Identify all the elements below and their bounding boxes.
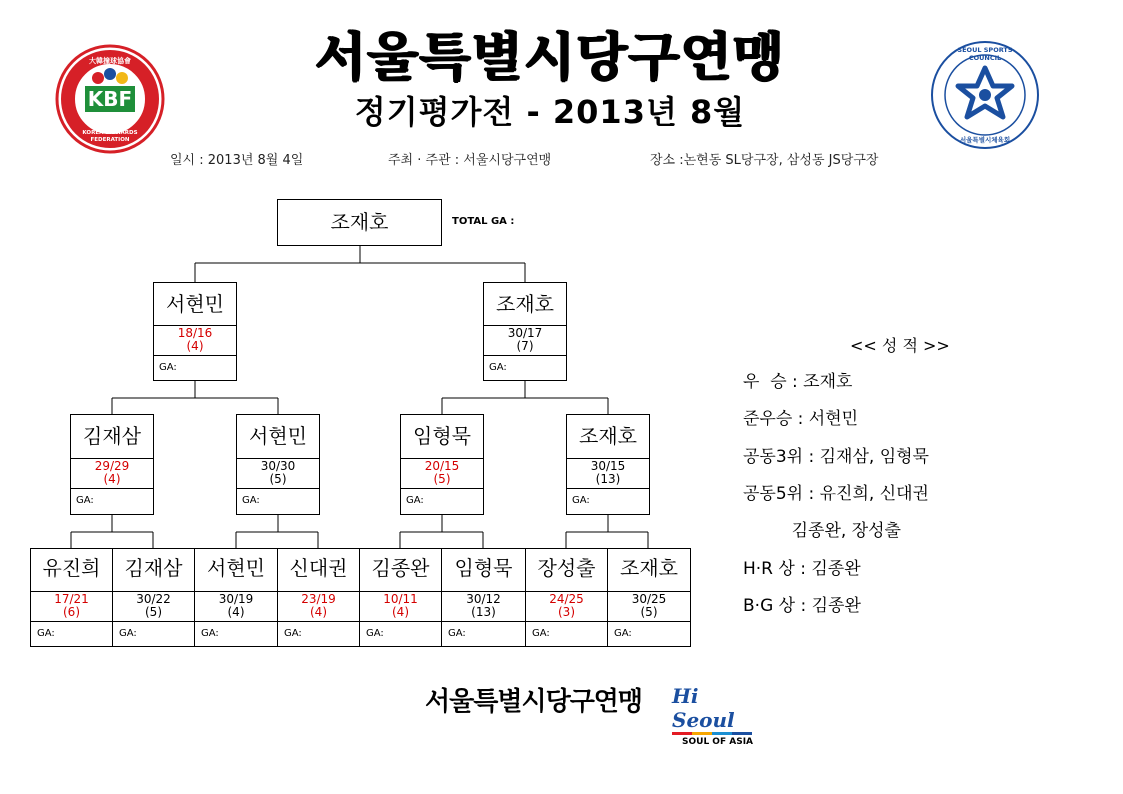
quarter-score-value: 20/15 (424, 459, 460, 473)
round1-innings: (4) (392, 605, 409, 619)
round1-ga-cell: GA: (607, 621, 691, 647)
round1-score-value: 10/11 (383, 592, 418, 606)
quarter-ga: GA: (70, 489, 154, 515)
round1-innings: (13) (471, 605, 496, 619)
round1-score-cell (112, 591, 195, 622)
round1-name-cell: 조재호 (607, 548, 691, 592)
quarter-score (566, 459, 650, 489)
event-venue: 장소 :논현동 SL당구장, 삼성동 JS당구장 (650, 153, 879, 168)
round1-score-value: 17/21 (54, 592, 89, 606)
round1-innings: (6) (63, 605, 80, 619)
semi-player-box (153, 282, 237, 326)
council-ring-bottom: 서울특별시체육회 (959, 136, 1011, 144)
round1-ga-cell: GA: (30, 621, 113, 647)
footer-org-name: 서울특별시당구연맹 (425, 687, 643, 717)
semi-score-value: 30/17 (507, 326, 543, 340)
quarter-ga: GA: (400, 489, 484, 515)
round1-innings: (5) (145, 605, 162, 619)
final-winner-name: 조재호 (330, 210, 389, 234)
results-heading: << 성 적 >> (850, 336, 950, 355)
round1-name-cell: 김종완 (359, 548, 442, 592)
round1-name-cell: 신대권 (277, 548, 360, 592)
semi-player-name: 서현민 (166, 292, 224, 316)
round1-ga-cell: GA: (277, 621, 360, 647)
result-high-run-award: H·R 상 : 김종완 (743, 559, 861, 579)
round1-score-cell (607, 591, 691, 622)
semi-score (153, 326, 237, 356)
kbf-ring-top: 大韓撞球協會 (89, 57, 131, 65)
semi-ga: GA: (153, 356, 237, 381)
round1-score-value: 30/22 (136, 592, 171, 606)
round1-score-cell (441, 591, 526, 622)
event-date: 일시 : 2013년 8월 4일 (170, 153, 304, 168)
result-joint-fifth: 공동5위 : 유진희, 신대권 (743, 484, 929, 504)
hi-seoul-brand: Hi Seoul (672, 684, 735, 732)
quarter-player-box (400, 414, 484, 459)
quarter-ga: GA: (236, 489, 320, 515)
quarter-player-name: 임형묵 (413, 424, 471, 448)
quarter-score-value: 30/30 (260, 459, 296, 473)
quarter-ga: GA: (566, 489, 650, 515)
round1-score-value: 30/12 (466, 592, 501, 606)
page-title: 서울특별시당구연맹 (314, 28, 786, 88)
quarter-score-value: 30/15 (590, 459, 626, 473)
final-winner-box (277, 199, 442, 246)
quarter-score (236, 459, 320, 489)
kbf-ring-bottom: KOREA BILLIARDS FEDERATION (82, 130, 138, 143)
quarter-player-box (566, 414, 650, 459)
kbf-letters: KBF (87, 87, 133, 111)
round1-name-cell: 김재삼 (112, 548, 195, 592)
result-runner-up: 준우승 : 서현민 (743, 409, 859, 429)
round1-name-cell: 유진희 (30, 548, 113, 592)
quarter-player-box (236, 414, 320, 459)
round1-innings: (3) (558, 605, 575, 619)
round1-score-cell (359, 591, 442, 622)
quarter-score-value: 29/29 (94, 459, 130, 473)
quarter-innings: (4) (103, 472, 121, 486)
round1-ga-cell: GA: (194, 621, 278, 647)
semi-score-value: 18/16 (177, 326, 213, 340)
round1-innings: (4) (310, 605, 327, 619)
result-champion: 우 승 : 조재호 (743, 372, 853, 392)
round1-score-cell (277, 591, 360, 622)
result-best-game-award: B·G 상 : 김종완 (743, 596, 861, 616)
result-joint-third: 공동3위 : 김재삼, 임형묵 (743, 447, 929, 467)
round1-name-cell: 서현민 (194, 548, 278, 592)
round1-ga-cell: GA: (112, 621, 195, 647)
semi-ga: GA: (483, 356, 567, 381)
semi-player-box (483, 282, 567, 326)
quarter-score (70, 459, 154, 489)
round1-ga-cell: GA: (525, 621, 608, 647)
round1-score-value: 24/25 (549, 592, 584, 606)
round1-name-cell: 임형묵 (441, 548, 526, 592)
quarter-player-box (70, 414, 154, 459)
quarter-innings: (5) (269, 472, 287, 486)
quarter-player-name: 김재삼 (83, 424, 141, 448)
quarter-innings: (5) (433, 472, 451, 486)
round1-score-cell (525, 591, 608, 622)
semi-player-name: 조재호 (496, 292, 554, 316)
round1-ga-cell: GA: (359, 621, 442, 647)
result-joint-fifth-cont: 김종완, 장성출 (743, 521, 901, 541)
semi-score (483, 326, 567, 356)
round1-score-value: 30/25 (631, 592, 667, 606)
semi-innings: (4) (186, 339, 204, 353)
hi-seoul-slogan: SOUL OF ASIA (682, 737, 754, 747)
round1-score-value: 30/19 (218, 592, 254, 606)
page-subtitle: 정기평가전 - 2013년 8월 (354, 93, 746, 131)
round1-score-cell (194, 591, 278, 622)
round1-innings: (5) (640, 605, 658, 619)
quarter-innings: (13) (595, 472, 621, 486)
hi-seoul-logo (672, 684, 762, 747)
quarter-score (400, 459, 484, 489)
event-host: 주최 · 주관 : 서울시당구연맹 (388, 153, 552, 168)
total-ga-label: TOTAL GA : (452, 216, 515, 227)
quarter-player-name: 서현민 (249, 424, 307, 448)
round1-innings: (4) (227, 605, 245, 619)
council-ring-top: SEOUL SPORTS COUNCIL (957, 46, 1013, 62)
round1-name-cell: 장성출 (525, 548, 608, 592)
round1-score-cell (30, 591, 113, 622)
round1-score-value: 23/19 (301, 592, 336, 606)
round1-ga-cell: GA: (441, 621, 526, 647)
quarter-player-name: 조재호 (579, 424, 637, 448)
semi-innings: (7) (516, 339, 534, 353)
